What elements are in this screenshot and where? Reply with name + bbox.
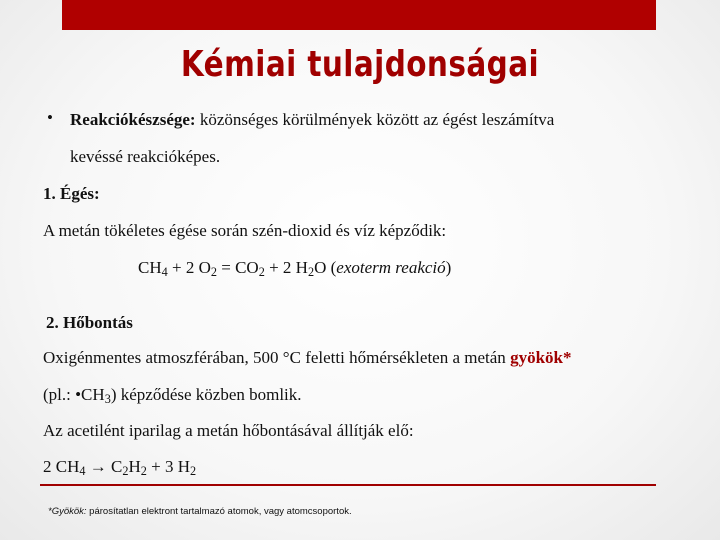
aeq-s2: 2: [122, 464, 129, 479]
pyrolysis-text-2-prefix: (pl.: •CH: [43, 385, 105, 404]
pyrolysis-text-2-sub: 3: [104, 392, 111, 407]
slide-title: Kémiai tulajdonságai: [180, 44, 540, 85]
aeq-s1: 4: [79, 464, 86, 479]
combustion-heading: 1. Égés:: [43, 184, 100, 203]
eq-co-sub: 2: [258, 265, 265, 280]
eq-ch-sub: 4: [161, 265, 168, 280]
aeq-p1: 2 CH: [43, 457, 80, 476]
footnote-text: párosítatlan elektront tartalmazó atomok, vagy atomcsoportok.: [86, 506, 352, 517]
pyrolysis-text-2-suffix: ) képződése közben bomlik.: [110, 385, 302, 404]
bottom-divider: [40, 484, 656, 486]
pyrolysis-text-1: Oxigénmentes atmoszférában, 500 °C feletti hőmérsékleten a metán: [43, 348, 511, 367]
footnote-label: *Gyökök:: [48, 506, 87, 517]
radicals-term: gyökök*: [510, 348, 572, 367]
pyrolysis-heading: 2. Hőbontás: [46, 313, 133, 332]
eq-o-open: O (: [314, 258, 337, 277]
eq-ch: CH: [138, 258, 162, 277]
bullet-icon: •: [47, 108, 53, 127]
eq-o: + 2 O: [167, 258, 211, 277]
top-accent-bar: [62, 0, 656, 30]
eq-close: ): [445, 258, 452, 277]
acetylene-equation: [43, 457, 196, 477]
aeq-p2: → C: [85, 457, 123, 476]
aeq-p3: H: [128, 457, 141, 476]
aeq-s4: 2: [190, 464, 197, 479]
reactivity-line-2: kevéssé reakcióképes.: [70, 147, 221, 166]
pyrolysis-line-3: Az acetilént iparilag a metán hőbontásával állítják elő:: [43, 421, 414, 440]
pyrolysis-line-2: [43, 385, 302, 405]
reactivity-label: Reakciókészsége:: [70, 110, 196, 129]
eq-o-sub: 2: [210, 265, 217, 280]
aeq-p4: + 3 H: [146, 457, 190, 476]
eq-h: + 2 H: [264, 258, 308, 277]
pyrolysis-line-1: [43, 348, 571, 368]
reactivity-line-1: [70, 110, 554, 130]
aeq-s3: 2: [140, 464, 147, 479]
combustion-equation: [138, 258, 451, 278]
footnote: [48, 506, 352, 518]
eq-co: = CO: [217, 258, 259, 277]
reactivity-text-1: közönséges körülmények között az égést leszámítva: [195, 110, 555, 129]
eq-h-sub: 2: [307, 265, 315, 280]
eq-note: exoterm reakció: [336, 258, 446, 277]
combustion-text: A metán tökéletes égése során szén-dioxid és víz képződik:: [43, 221, 447, 240]
